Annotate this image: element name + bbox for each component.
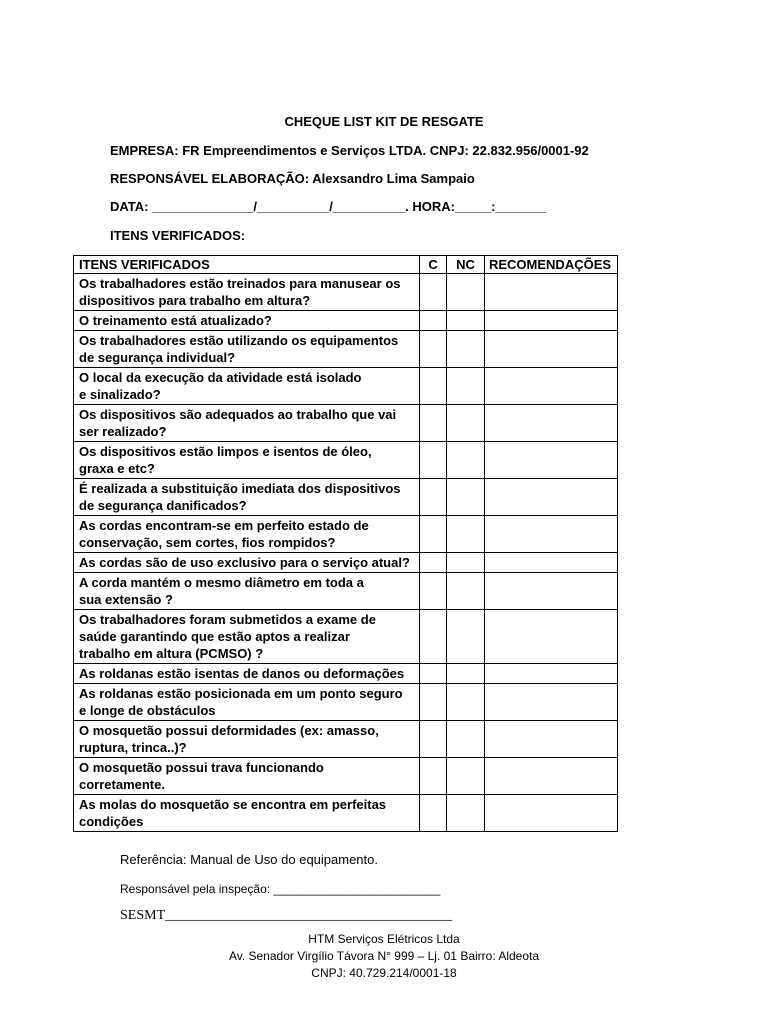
recomendacao-cell[interactable] — [484, 274, 617, 311]
checkbox-nc[interactable] — [447, 795, 485, 832]
table-header-row — [74, 256, 618, 274]
table-row — [74, 331, 618, 368]
recomendacao-cell[interactable] — [484, 516, 617, 553]
checklist-item-line: As molas do mosquetão se encontra em perfeitas — [79, 797, 387, 812]
header-itens: ITENS VERIFICADOS — [74, 256, 420, 274]
table-row — [74, 610, 618, 664]
checkbox-c[interactable] — [420, 479, 447, 516]
checkbox-c[interactable] — [420, 664, 447, 684]
checkbox-c[interactable] — [420, 516, 447, 553]
table-row — [74, 795, 618, 832]
checklist-item-text — [74, 368, 420, 405]
checklist-item-text — [74, 516, 420, 553]
checklist-item-line: Os dispositivos estão limpos e isentos de óleo, — [79, 444, 372, 459]
checklist-item-line: corretamente. — [79, 777, 165, 792]
table-row — [74, 684, 618, 721]
recomendacao-cell[interactable] — [484, 442, 617, 479]
checklist-item-line: saúde garantindo que estão aptos a realizar — [79, 629, 350, 644]
checklist-item-line: sua extensão ? — [79, 592, 173, 607]
checklist-item-line: As roldanas estão isentas de danos ou deformações — [79, 666, 405, 681]
checkbox-c[interactable] — [420, 721, 447, 758]
recomendacao-cell[interactable] — [484, 311, 617, 331]
checklist-item-line: As roldanas estão posicionada em um ponto seguro — [79, 686, 403, 701]
checkbox-c[interactable] — [420, 442, 447, 479]
header-nc: NC — [447, 256, 485, 274]
checklist-item-line: O treinamento está atualizado? — [79, 313, 272, 328]
table-row — [74, 516, 618, 553]
checkbox-c[interactable] — [420, 553, 447, 573]
checkbox-nc[interactable] — [447, 610, 485, 664]
checklist-item-line: e sinalizado? — [79, 387, 161, 402]
table-row — [74, 721, 618, 758]
checklist-item-line: É realizada a substituição imediata dos dispositivos — [79, 481, 401, 496]
recomendacao-cell[interactable] — [484, 721, 617, 758]
checklist-item-line: A corda mantém o mesmo diâmetro em toda a — [79, 575, 364, 590]
checkbox-nc[interactable] — [447, 664, 485, 684]
sesmt-line: SESMT_________________________________________ — [120, 908, 453, 923]
checklist-item-line: As cordas são de uso exclusivo para o serviço atual? — [79, 555, 410, 570]
checklist-item-line: O mosquetão possui trava funcionando — [79, 760, 324, 775]
checklist-item-line: Os trabalhadores foram submetidos a exame de — [79, 612, 376, 627]
checkbox-c[interactable] — [420, 405, 447, 442]
checklist-item-line: condições — [79, 814, 144, 829]
recomendacao-cell[interactable] — [484, 553, 617, 573]
checkbox-nc[interactable] — [447, 368, 485, 405]
itens-heading: ITENS VERIFICADOS: — [110, 228, 246, 243]
checkbox-c[interactable] — [420, 758, 447, 795]
checkbox-nc[interactable] — [447, 442, 485, 479]
checklist-item-line: conservação, sem cortes, fios rompidos? — [79, 535, 336, 550]
table-row — [74, 573, 618, 610]
checklist-item-text — [74, 795, 420, 832]
empresa-line: EMPRESA: FR Empreendimentos e Serviços LTDA. CNPJ: 22.832.956/0001-92 — [110, 143, 589, 158]
checklist-item-text — [74, 664, 420, 684]
checklist-item-text — [74, 274, 420, 311]
checklist-item-line: Os dispositivos são adequados ao trabalho que vai — [79, 407, 397, 422]
checklist-item-text — [74, 721, 420, 758]
checklist-item-line: Os trabalhadores estão treinados para manusear os — [79, 276, 401, 291]
footer-address: Av. Senador Virgílio Távora N° 999 – Lj. 01 Bairro: Aldeota — [228, 949, 540, 963]
table-row — [74, 368, 618, 405]
checklist-item-text — [74, 479, 420, 516]
checklist-item-line: trabalho em altura (PCMSO) ? — [79, 646, 264, 661]
header-recomendacoes: RECOMENDAÇÕES — [484, 256, 617, 274]
checklist-item-line: O local da execução da atividade está isolado — [79, 370, 362, 385]
checkbox-nc[interactable] — [447, 516, 485, 553]
checklist-item-line: As cordas encontram-se em perfeito estado de — [79, 518, 369, 533]
responsavel-line: RESPONSÁVEL ELABORAÇÃO: Alexsandro Lima Sampaio — [110, 171, 475, 186]
document-title: CHEQUE LIST KIT DE RESGATE — [284, 114, 484, 129]
checklist-item-line: graxa e etc? — [79, 461, 155, 476]
checkbox-nc[interactable] — [447, 553, 485, 573]
referencia-text: Referência: Manual de Uso do equipamento. — [120, 852, 378, 867]
checkbox-c[interactable] — [420, 684, 447, 721]
checklist-item-text — [74, 758, 420, 795]
checklist-table — [73, 255, 618, 832]
checkbox-nc[interactable] — [447, 405, 485, 442]
footer-cnpj: CNPJ: 40.729.214/0001-18 — [311, 966, 457, 980]
recomendacao-cell[interactable] — [484, 610, 617, 664]
recomendacao-cell[interactable] — [484, 795, 617, 832]
recomendacao-cell[interactable] — [484, 368, 617, 405]
checklist-item-line: dispositivos para trabalho em altura? — [79, 293, 311, 308]
data-hora-line: DATA: ______________/__________/__________. HORA:_____:_______ — [110, 199, 547, 214]
recomendacao-cell[interactable] — [484, 664, 617, 684]
checkbox-nc[interactable] — [447, 331, 485, 368]
checkbox-c[interactable] — [420, 610, 447, 664]
checklist-item-text — [74, 610, 420, 664]
checklist-item-text — [74, 553, 420, 573]
checklist-item-text — [74, 573, 420, 610]
recomendacao-cell[interactable] — [484, 573, 617, 610]
checklist-item-text — [74, 311, 420, 331]
recomendacao-cell[interactable] — [484, 684, 617, 721]
checklist-item-line: ser realizado? — [79, 424, 167, 439]
checkbox-nc[interactable] — [447, 479, 485, 516]
checklist-item-text — [74, 442, 420, 479]
checklist-item-line: Os trabalhadores estão utilizando os equipamentos — [79, 333, 399, 348]
table-row — [74, 758, 618, 795]
checkbox-c[interactable] — [420, 331, 447, 368]
recomendacao-cell[interactable] — [484, 479, 617, 516]
checkbox-nc[interactable] — [447, 758, 485, 795]
checkbox-c[interactable] — [420, 573, 447, 610]
recomendacao-cell[interactable] — [484, 405, 617, 442]
table-row — [74, 553, 618, 573]
checkbox-nc[interactable] — [447, 274, 485, 311]
table-row — [74, 405, 618, 442]
checkbox-nc[interactable] — [447, 311, 485, 331]
footer-company: HTM Serviços Elétricos Ltda — [308, 932, 460, 946]
table-row — [74, 311, 618, 331]
checkbox-nc[interactable] — [447, 684, 485, 721]
recomendacao-cell[interactable] — [484, 758, 617, 795]
checkbox-c[interactable] — [420, 368, 447, 405]
checklist-item-line: O mosquetão possui deformidades (ex: amasso, — [79, 723, 379, 738]
table-row — [74, 479, 618, 516]
checklist-item-line: de segurança danificados? — [79, 498, 247, 513]
header-c: C — [420, 256, 447, 274]
checkbox-nc[interactable] — [447, 573, 485, 610]
table-row — [74, 664, 618, 684]
checklist-item-line: e longe de obstáculos — [79, 703, 216, 718]
table-row — [74, 442, 618, 479]
checkbox-c[interactable] — [420, 311, 447, 331]
checklist-item-text — [74, 331, 420, 368]
checklist-item-text — [74, 405, 420, 442]
checkbox-nc[interactable] — [447, 721, 485, 758]
checklist-item-line: de segurança individual? — [79, 350, 236, 365]
checkbox-c[interactable] — [420, 274, 447, 311]
recomendacao-cell[interactable] — [484, 331, 617, 368]
inspecao-line: Responsável pela inspeção: _________________________ — [120, 882, 441, 896]
table-row — [74, 274, 618, 311]
checklist-item-text — [74, 684, 420, 721]
checklist-item-line: ruptura, trinca..)? — [79, 740, 187, 755]
checkbox-c[interactable] — [420, 795, 447, 832]
